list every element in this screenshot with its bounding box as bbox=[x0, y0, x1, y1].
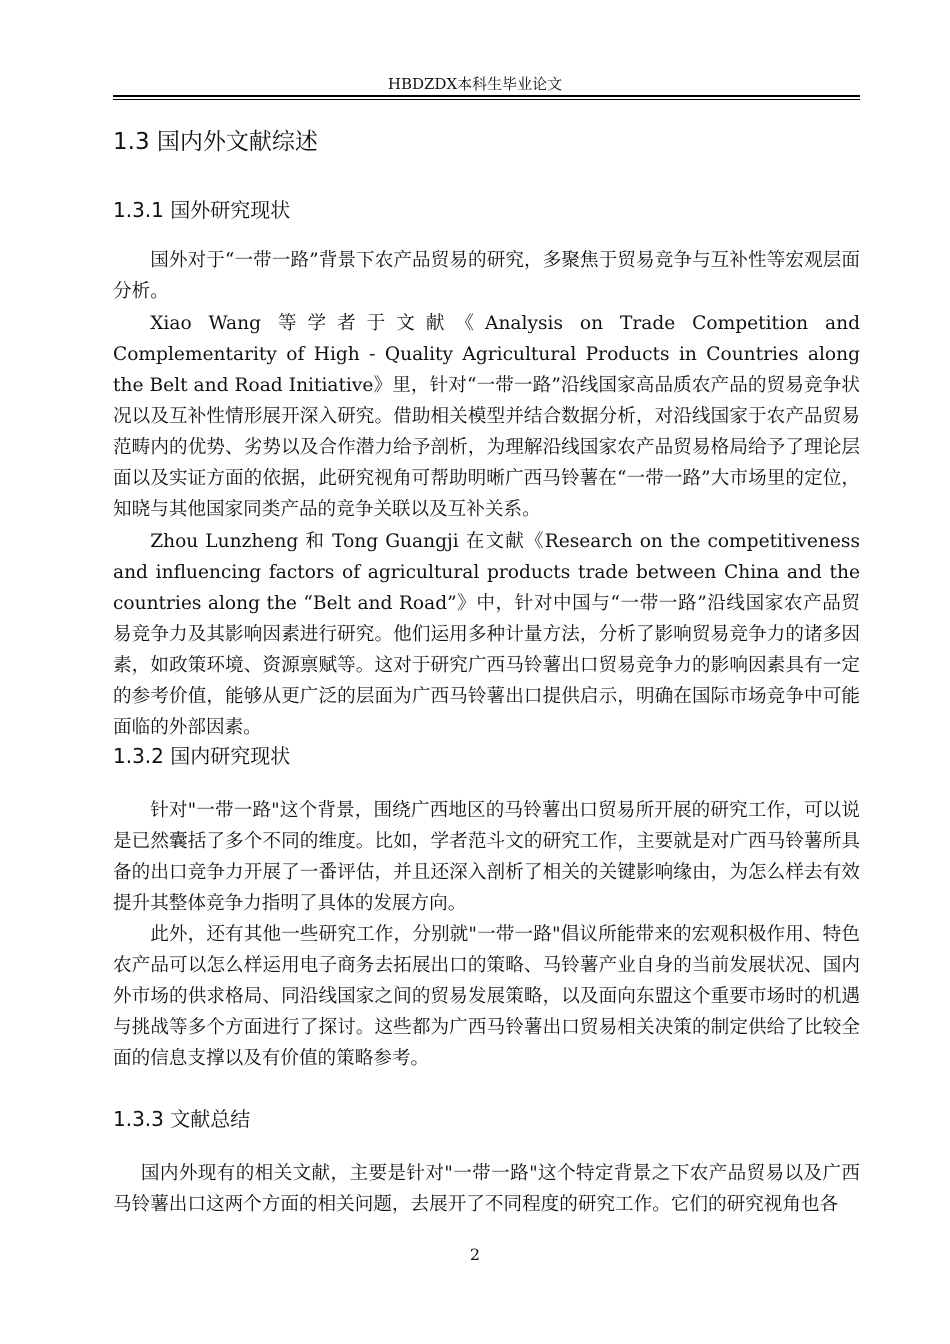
section-heading: 1.3 国内外文献综述 bbox=[113, 129, 318, 155]
paragraph: 国外对于“一带一路”背景下农产品贸易的研究，多聚焦于贸易竞争与互补性等宏观层面分析。 bbox=[113, 250, 860, 302]
paragraph: 此外，还有其他一些研究工作，分别就"一带一路"倡议所能带来的宏观积极作用、特色农产品可以怎么样运用电子商务去拓展出口的策略、马铃薯产业自身的当前发展状况、国内外市场的供求格局、同沿线国家之间的贸易发展策略，以及面向东盟这个重要市场时的机遇与挑战等多个方面进行了探讨。这些都为广西马铃薯出口贸易相关决策的制定供给了比较全面的信息支撑以及有价值的策略参考。 bbox=[113, 924, 860, 1069]
paragraph: 国内外现有的相关文献，主要是针对"一带一路"这个特定背景之下农产品贸易以及广西马铃薯出口这两个方面的相关问题，去展开了不同程度的研究工作。它们的研究视角也各 bbox=[113, 1163, 860, 1215]
header-rule-thick bbox=[113, 95, 860, 97]
running-header: HBDZDX本科生毕业论文 bbox=[387, 75, 563, 93]
subsection-heading-domestic: 1.3.2 国内研究现状 bbox=[113, 744, 291, 768]
paragraph: Xiao Wang 等学者于文献《Analysis on Trade Competition and Complementarity of High - Quality Agricultural Products in Countries along the Belt and Road Initiative》里，针对“一带一路”沿线国家高品质农产品的贸易竞争状况以及互补性情形展开深入研究。借助相关模型并结合数据分析，对沿线国家于农产品贸易范畴内的优势、劣势以及合作潜力给予剖析，为理解沿线国家农产品贸易格局给予了理论层面以及实证方面的依据，此研究视角可帮助明晰广西马铃薯在“一带一路”大市场里的定位，知晓与其他国家同类产品的竞争关联以及互补关系。 bbox=[113, 313, 860, 520]
subsection-heading-summary: 1.3.3 文献总结 bbox=[113, 1107, 251, 1131]
paragraph: Zhou Lunzheng 和 Tong Guangji 在文献《Research on the competitiveness and influencing factors of agricultural products trade between China and the countries along the “Belt and Road”》中，针对中国与“一带一路”沿线国家农产品贸易竞争力及其影响因素进行研究。他们运用多种计量方法，分析了影响贸易竞争力的诸多因素，如政策环境、资源禀赋等。这对于研究广西马铃薯出口贸易竞争力的影响因素具有一定的参考价值，能够从更广泛的层面为广西马铃薯出口提供启示，明确在国际市场竞争中可能面临的外部因素。 bbox=[113, 531, 860, 738]
page-number: 2 bbox=[469, 1245, 481, 1264]
header-rule-thin bbox=[113, 99, 860, 100]
subsection-heading-foreign: 1.3.1 国外研究现状 bbox=[113, 198, 291, 222]
paragraph: 针对"一带一路"这个背景，围绕广西地区的马铃薯出口贸易所开展的研究工作，可以说是已然囊括了多个不同的维度。比如，学者范斗文的研究工作，主要就是对广西马铃薯所具备的出口竞争力开展了一番评估，并且还深入剖析了相关的关键影响缘由，为怎么样去有效提升其整体竞争力指明了具体的发展方向。 bbox=[113, 800, 860, 914]
